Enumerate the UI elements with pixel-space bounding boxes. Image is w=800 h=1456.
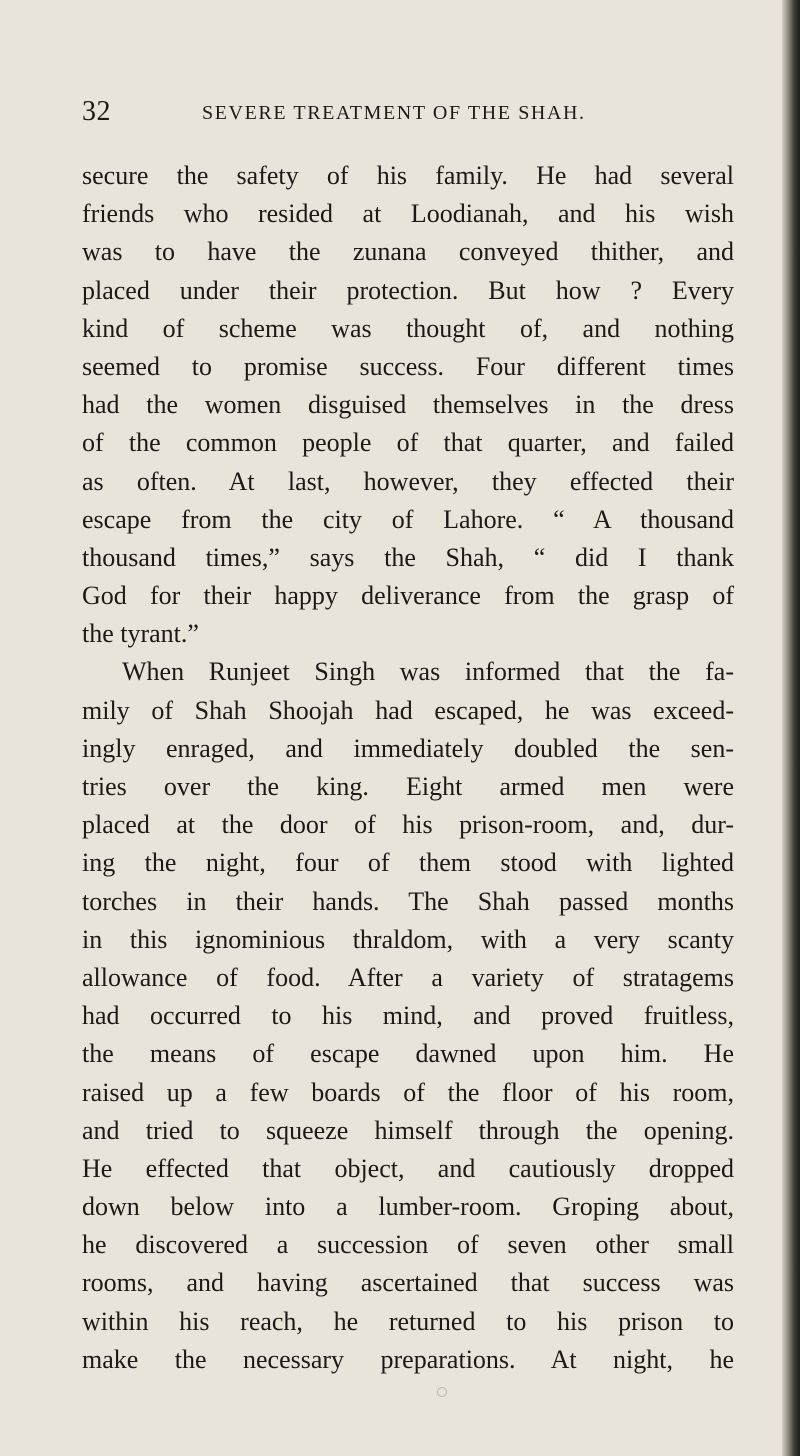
page-number: 32: [82, 96, 111, 127]
running-head: SEVERE TREATMENT OF THE SHAH.: [202, 102, 586, 124]
text-line: the means of escape dawned upon him. He: [82, 1039, 734, 1069]
text-line: placed under their protection. But how ? Every: [82, 275, 734, 305]
text-line: torches in their hands. The Shah passed months: [82, 886, 734, 916]
body-text: [82, 157, 734, 1379]
text-line: kind of scheme was thought of, and nothing: [82, 313, 734, 343]
text-line: as often. At last, however, they effected their: [82, 466, 734, 496]
text-line: rooms, and having ascertained that success was: [82, 1268, 734, 1298]
text-line: ingly enraged, and immediately doubled the sen-: [82, 733, 734, 763]
text-line: of the common people of that quarter, and failed: [82, 428, 734, 458]
text-line: God for their happy deliverance from the grasp of: [82, 581, 734, 611]
text-line: seemed to promise success. Four different times: [82, 351, 734, 381]
text-line: escape from the city of Lahore. “ A thousand: [82, 504, 734, 534]
paragraph-start-line: When Runjeet Singh was informed that the fa-: [122, 657, 734, 687]
text-line: raised up a few boards of the floor of his room,: [82, 1077, 734, 1107]
text-line: had the women disguised themselves in the dress: [82, 390, 734, 420]
text-line: make the necessary preparations. At night, he: [82, 1344, 734, 1374]
text-line: in this ignominious thraldom, with a very scanty: [82, 924, 734, 954]
page-header: [82, 96, 732, 136]
text-line: tries over the king. Eight armed men were: [82, 772, 734, 801]
paragraph-end-line: the tyrant.”: [82, 619, 199, 649]
text-line: mily of Shah Shoojah had escaped, he was exceed-: [82, 695, 734, 725]
text-line: friends who resided at Loodianah, and his wish: [82, 199, 734, 229]
text-line: within his reach, he returned to his prison to: [82, 1306, 734, 1336]
text-line: placed at the door of his prison-room, and, dur-: [82, 810, 734, 840]
text-line: had occurred to his mind, and proved fruitless,: [82, 1001, 734, 1031]
text-line: allowance of food. After a variety of stratagems: [82, 962, 734, 992]
paper-blemish: [437, 1387, 447, 1397]
text-line: down below into a lumber-room. Groping about,: [82, 1192, 734, 1222]
page-edge-shadow: [782, 0, 800, 1456]
text-line: and tried to squeeze himself through the opening.: [82, 1115, 734, 1145]
text-line: he discovered a succession of seven other small: [82, 1230, 734, 1260]
text-line: He effected that object, and cautiously dropped: [82, 1153, 734, 1183]
text-line: thousand times,” says the Shah, “ did I thank: [82, 542, 734, 572]
text-line: was to have the zunana conveyed thither, and: [82, 237, 734, 267]
text-line: ing the night, four of them stood with lighted: [82, 848, 734, 878]
text-line: secure the safety of his family. He had several: [82, 161, 734, 190]
